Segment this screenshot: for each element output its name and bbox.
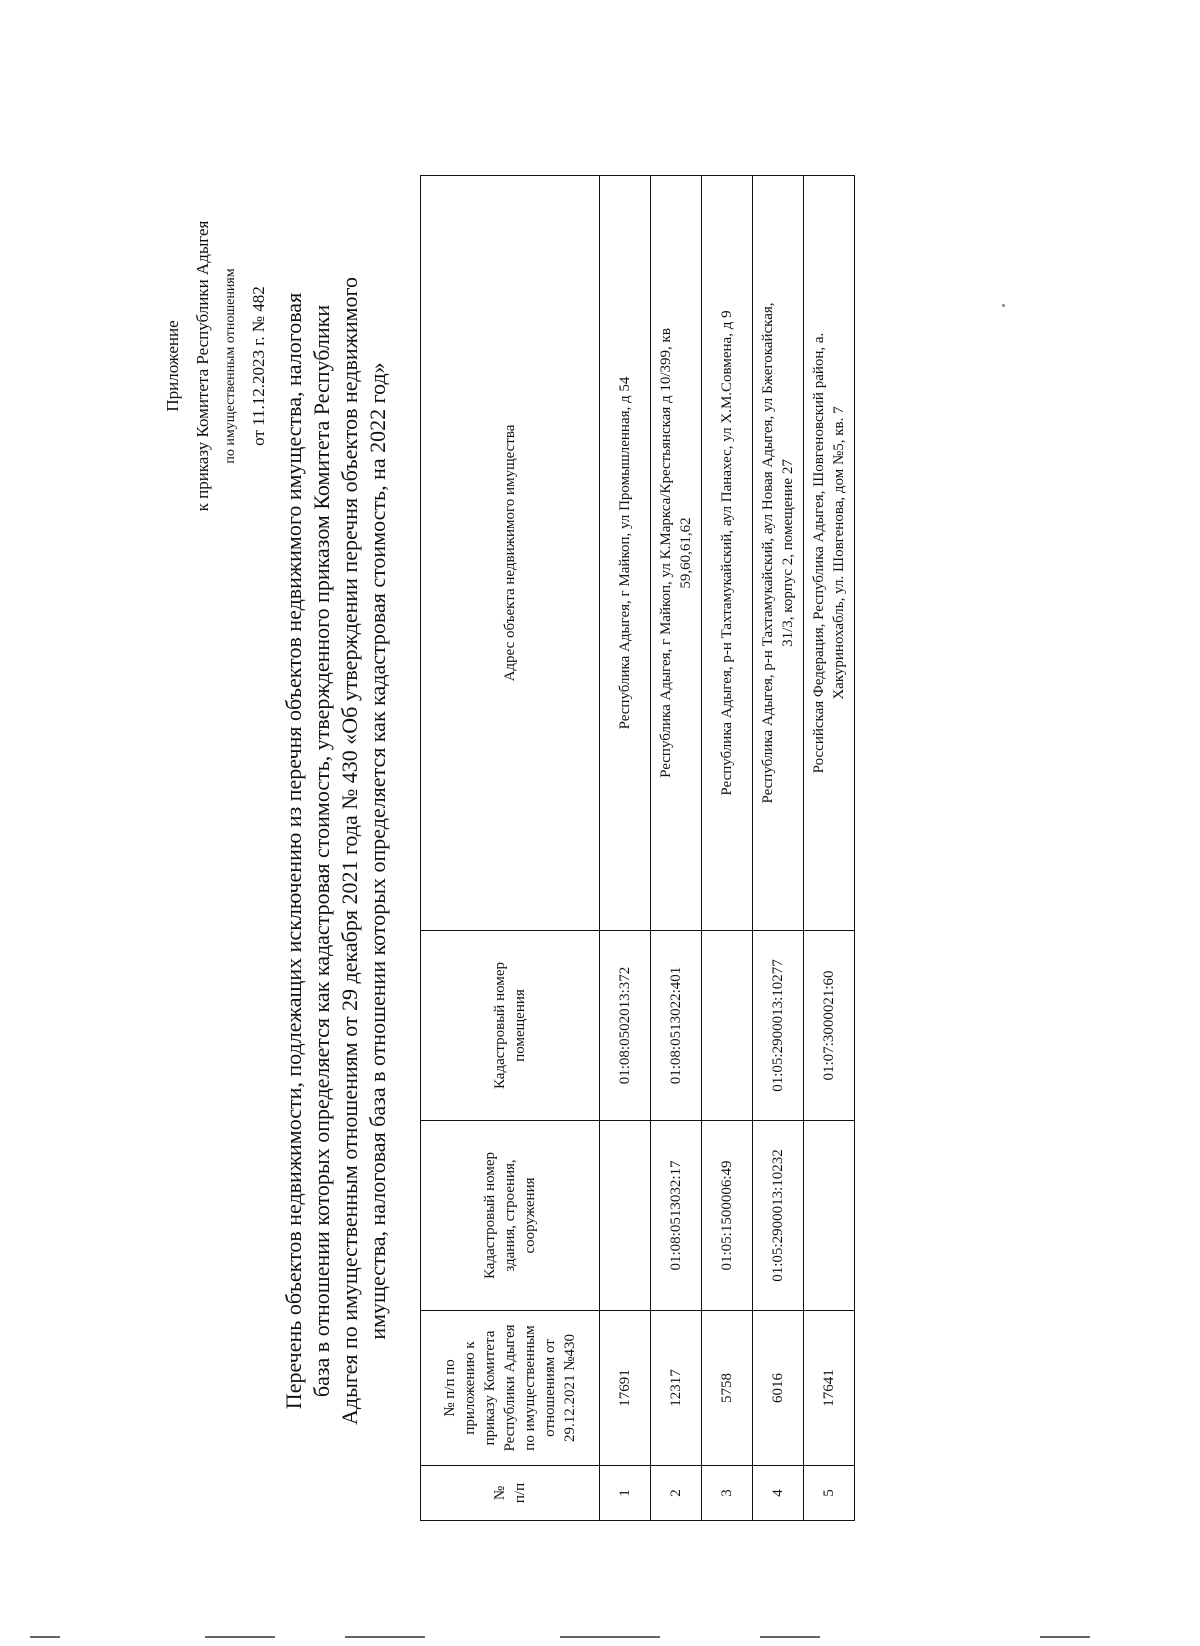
title-line-4: имущества, налоговая база в отношении которых определяется как кадастровая стоимость, на 2022 год»	[365, 362, 390, 1340]
scan-artifact	[345, 1636, 425, 1638]
row-building-cadastral: 01:05:1500006:49	[702, 1121, 753, 1311]
scan-artifact	[30, 1636, 60, 1638]
row-number: 1	[600, 1466, 651, 1521]
row-number: 5	[804, 1466, 855, 1521]
header-order-number: № п/п по приложению к приказу Комитета Республики Адыгея по имущественным отношениям от 29.12.2021 №430	[421, 1311, 600, 1466]
row-address: Республика Адыгея, р-н Тахтамукайский, аул Новая Адыгея, ул Бжегокайская, 31/3, корпус 2, помещение 27	[753, 176, 804, 931]
table-row	[804, 176, 855, 1521]
row-building-cadastral	[600, 1121, 651, 1311]
title-line-2: база в отношении которых определяется как кадастровая стоимость, утвержденного приказом Комитета Республики	[309, 304, 334, 1398]
table-header-row	[421, 176, 600, 1521]
row-number: 4	[753, 1466, 804, 1521]
row-room-cadastral: 01:05:2900013:10277	[753, 931, 804, 1121]
table-row	[651, 176, 702, 1521]
scan-artifact	[205, 1636, 275, 1638]
row-address: Республика Адыгея, р-н Тахтамукайский, аул Панахес, ул Х.М.Совмена, д 9	[702, 176, 753, 931]
row-number: 2	[651, 1466, 702, 1521]
appendix-block	[158, 201, 274, 531]
row-order-number: 17691	[600, 1311, 651, 1466]
header-number: № п/п	[421, 1466, 600, 1521]
scan-speck	[1002, 304, 1005, 307]
scan-artifact	[1040, 1636, 1090, 1638]
document-title	[280, 206, 392, 1496]
property-table	[420, 175, 855, 1521]
appendix-label: Приложение	[163, 320, 182, 412]
row-room-cadastral: 01:08:0502013:372	[600, 931, 651, 1121]
row-building-cadastral	[804, 1121, 855, 1311]
row-address: Республика Адыгея, г Майкоп, ул Промышленная, д 54	[600, 176, 651, 931]
header-address: Адрес объекта недвижимого имущества	[421, 176, 600, 931]
appendix-line-1: к приказу Комитета Республики Адыгея	[193, 220, 212, 512]
table-row	[702, 176, 753, 1521]
row-order-number: 5758	[702, 1311, 753, 1466]
header-building-cadastral: Кадастровый номер здания, строения, сооружения	[421, 1121, 600, 1311]
row-order-number: 17641	[804, 1311, 855, 1466]
row-room-cadastral	[702, 931, 753, 1121]
title-line-1: Перечень объектов недвижимости, подлежащих исключению из перечня объектов недвижимого имущества, налоговая	[281, 292, 306, 1410]
title-line-3: Адыгея по имущественным отношениям от 29 декабря 2021 года № 430 «Об утверждении перечня объектов недвижимого	[337, 276, 362, 1426]
row-order-number: 12317	[651, 1311, 702, 1466]
row-address: Республика Адыгея, г Майкоп, ул К.Маркса/Крестьянская д 10/399, кв 59,60,61,62	[651, 176, 702, 931]
row-room-cadastral: 01:08:0513022:401	[651, 931, 702, 1121]
row-building-cadastral: 01:08:0513032:17	[651, 1121, 702, 1311]
document-sheet	[0, 126, 1200, 1646]
appendix-line-3: от 11.12.2023 г. № 482	[249, 286, 268, 446]
rotated-document	[0, 126, 1200, 1646]
row-order-number: 6016	[753, 1311, 804, 1466]
row-address: Российская Федерация, Республика Адыгея, Шовгеновский район, а. Хакуринохабль, ул. Шовгенова, дом №5, кв. 7	[804, 176, 855, 931]
row-building-cadastral: 01:05:2900013:10232	[753, 1121, 804, 1311]
row-room-cadastral: 01:07:3000021:60	[804, 931, 855, 1121]
scan-artifact	[760, 1636, 820, 1638]
header-room-cadastral: Кадастровый номер помещения	[421, 931, 600, 1121]
row-number: 3	[702, 1466, 753, 1521]
scan-artifact	[560, 1636, 660, 1638]
table-row	[753, 176, 804, 1521]
table-row	[600, 176, 651, 1521]
appendix-line-2: по имущественным отношениям	[223, 268, 238, 464]
